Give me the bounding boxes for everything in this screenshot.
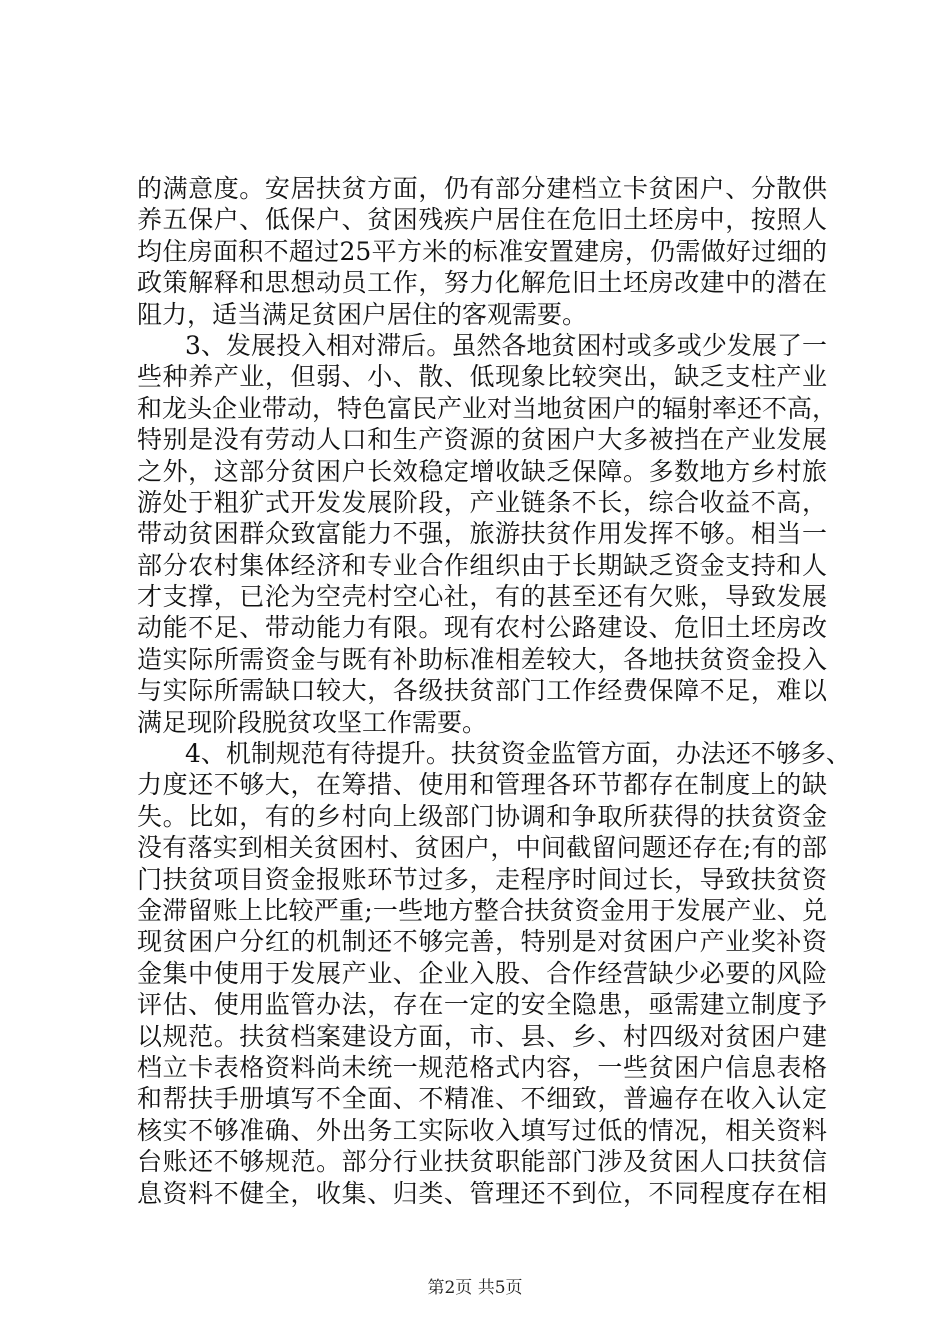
- text-line: 门扶贫项目资金报账环节过多，走程序时间过长，导致扶贫资: [137, 864, 827, 894]
- page-number-footer: 第2页 共5页: [427, 1278, 523, 1298]
- text-line: 养五保户、低保户、贫困残疾户居住在危旧土坯房中，按照人: [137, 205, 827, 235]
- paragraph-start-line: 4、机制规范有待提升。扶贫资金监管方面，办法还不够多、: [185, 739, 851, 769]
- text-line: 金集中使用于发展产业、企业入股、合作经营缺少必要的风险: [137, 958, 827, 988]
- text-line: 之外，这部分贫困户长效稳定增收缺乏保障。多数地方乡村旅: [137, 456, 827, 486]
- text-line: 造实际所需资金与既有补助标准相差较大，各地扶贫资金投入: [137, 644, 827, 674]
- text-line: 部分农村集体经济和专业合作组织由于长期缺乏资金支持和人: [137, 550, 827, 580]
- text-line: 档立卡表格资料尚未统一规范格式内容，一些贫困户信息表格: [137, 1052, 827, 1082]
- text-line: 的满意度。安居扶贫方面，仍有部分建档立卡贫困户、分散供: [137, 174, 827, 203]
- text-line: 和帮扶手册填写不全面、不精准、不细致，普遍存在收入认定: [137, 1084, 827, 1114]
- text-line: 力度还不够大，在筹措、使用和管理各环节都存在制度上的缺: [137, 770, 827, 800]
- text-line: 阻力，适当满足贫困户居住的客观需要。: [137, 299, 588, 329]
- text-line: 台账还不够规范。部分行业扶贫职能部门涉及贫困人口扶贫信: [137, 1147, 827, 1177]
- text-line: 金滞留账上比较严重;一些地方整合扶贫资金用于发展产业、兑: [137, 895, 827, 925]
- text-line: 评估、使用监管办法，存在一定的安全隐患，亟需建立制度予: [137, 990, 827, 1020]
- text-line: 和龙头企业带动，特色富民产业对当地贫困户的辐射率还不高，: [137, 393, 838, 423]
- text-line: 现贫困户分红的机制还不够完善，特别是对贫困户产业奖补资: [137, 927, 827, 957]
- text-line: 息资料不健全，收集、归类、管理还不到位，不同程度存在相: [137, 1178, 827, 1208]
- text-line: 才支撑，已沦为空壳村空心社，有的甚至还有欠账，导致发展: [137, 582, 827, 612]
- text-line: 游处于粗犷式开发发展阶段，产业链条不长，综合收益不高，: [137, 487, 827, 517]
- text-line: 满足现阶段脱贫攻坚工作需要。: [137, 707, 488, 737]
- text-line: 没有落实到相关贫困村、贫困户，中间截留问题还存在;有的部: [137, 833, 827, 863]
- text-line: 以规范。扶贫档案建设方面，市、县、乡、村四级对贫困户建: [137, 1021, 827, 1051]
- text-line: 带动贫困群众致富能力不强，旅游扶贫作用发挥不够。相当一: [137, 519, 827, 549]
- text-line: 些种养产业，但弱、小、散、低现象比较突出，缺乏支柱产业: [137, 362, 827, 392]
- text-line: 核实不够准确、外出务工实际收入填写过低的情况，相关资料: [137, 1115, 827, 1145]
- text-line: 特别是没有劳动人口和生产资源的贫困户大多被挡在产业发展: [137, 425, 827, 455]
- text-line: 均住房面积不超过25平方米的标准安置建房，仍需做好过细的: [137, 236, 827, 266]
- text-line: 失。比如，有的乡村向上级部门协调和争取所获得的扶贫资金: [137, 801, 827, 831]
- text-line: 动能不足、带动能力有限。现有农村公路建设、危旧土坯房改: [137, 613, 827, 643]
- body-text: [137, 173, 851, 1209]
- paragraph-start-line: 3、发展投入相对滞后。虽然各地贫困村或多或少发展了一: [185, 330, 827, 360]
- text-line: 与实际所需缺口较大，各级扶贫部门工作经费保障不足，难以: [137, 676, 827, 706]
- text-line: 政策解释和思想动员工作，努力化解危旧土坯房改建中的潜在: [137, 268, 827, 298]
